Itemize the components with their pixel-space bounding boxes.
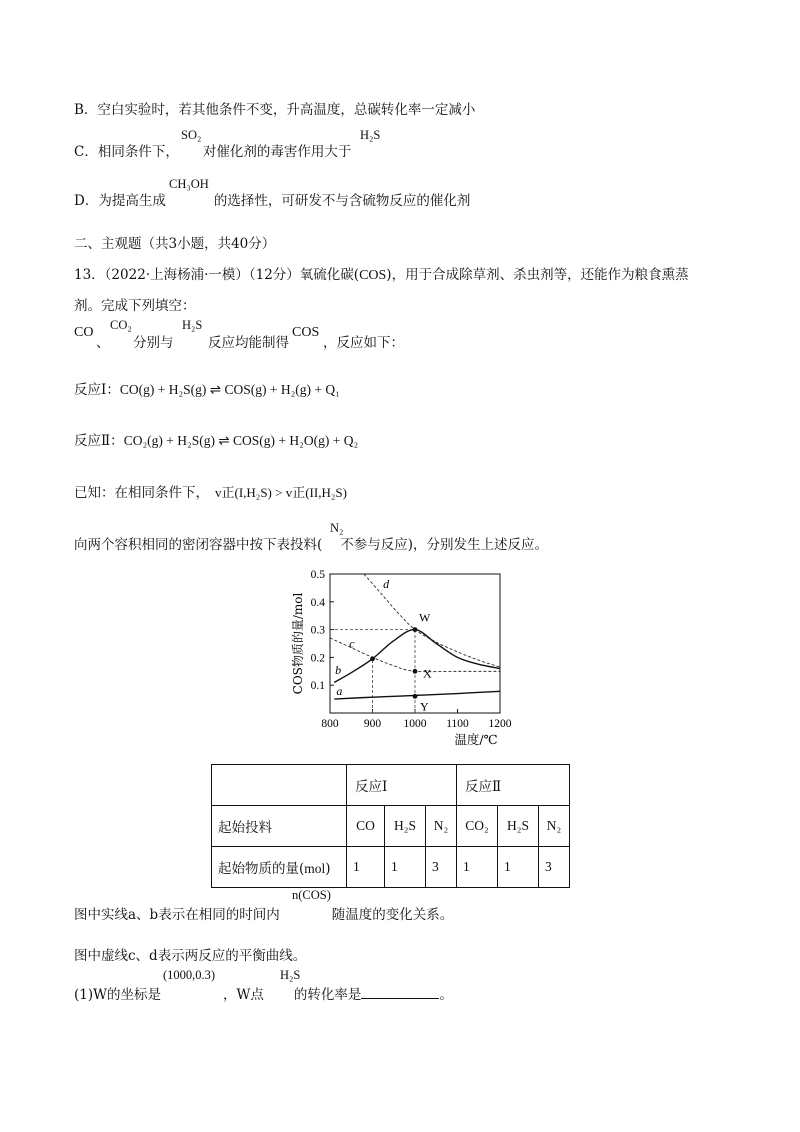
table-header-reaction-2: 反应Ⅱ [457, 765, 570, 806]
series-a-line [334, 691, 500, 699]
table-cell: CO₂ [457, 806, 498, 847]
option-d-ch3oh: CH₃OH [169, 177, 209, 191]
option-d-prefix: D．为提高生成 [74, 193, 166, 209]
note-1-prefix: 图中实线a、b表示在相同的时间内 [74, 907, 280, 923]
option-c-so2: SO₂ [181, 128, 202, 142]
series-b-line [334, 630, 500, 683]
question-line-1-prefix: 13．（2022·上海杨浦·一模）（12分）氧硫化碳( [74, 267, 360, 283]
table-cell: CO [347, 806, 385, 847]
intro-mid: 分别与 [133, 335, 174, 351]
x-tick-label: 900 [363, 718, 382, 730]
table-cell: H₂S [385, 806, 426, 847]
reaction-2-label: 反应Ⅱ： [74, 433, 124, 449]
option-c-prefix: C．相同条件下， [74, 144, 179, 160]
table-header-reaction-1: 反应Ⅰ [347, 765, 457, 806]
note-1 [74, 903, 800, 923]
table-row-amount-label [212, 847, 347, 888]
reaction-1 [74, 378, 800, 398]
note-1-ncos: n(COS) [292, 888, 331, 902]
question-1-prefix: (1)W的坐标是 [74, 987, 161, 1003]
reaction-2-equation: CO₂(g) + H₂S(g) ⇌ COS(g) + H₂O(g) + Q₂ [123, 433, 359, 448]
chart-frame [330, 574, 500, 713]
question-line-2: 剂。完成下列填空： [74, 298, 196, 314]
answer-blank[interactable] [361, 986, 439, 999]
y-tick-label: 0.2 [310, 652, 325, 665]
question-1-coord: (1000,0.3) [163, 968, 216, 982]
point-W-label: W [419, 610, 431, 625]
question-1-suffix: 的转化率是 [293, 987, 362, 1003]
x-tick-label: 800 [321, 718, 339, 730]
table-header-empty [212, 765, 347, 806]
intro-end: ，反应如下： [323, 335, 404, 351]
x-tick-label: 1200 [488, 718, 512, 730]
section-title: 二、主观题（共3小题，共40分） [74, 236, 276, 252]
intro-co2: CO₂ [110, 318, 132, 332]
feed-suffix: 不参与反应)，分别发生上述反应。 [340, 537, 549, 553]
point-Y-label: Y [420, 699, 429, 714]
table-header-row [212, 765, 570, 806]
question-1-mid: ，W点 [223, 987, 264, 1003]
point-Y [413, 694, 418, 699]
series-d-line [364, 574, 500, 667]
table-row-amount [212, 847, 570, 888]
feed-n2: N₂ [330, 521, 344, 535]
reaction-1-equation: CO(g) + H₂S(g) ⇌ COS(g) + H₂(g) + Q₁ [119, 382, 340, 397]
option-d [74, 189, 800, 209]
note-2: 图中虚线c、d表示两反应的平衡曲线。 [74, 948, 307, 964]
option-c-h2s: H₂S [360, 128, 381, 142]
point-W [413, 627, 418, 632]
intro-separator: 、 [96, 335, 110, 351]
note-1-suffix: 随温度的变化关系。 [331, 907, 454, 923]
feed-line [74, 533, 800, 553]
table-cell: 1 [385, 847, 426, 888]
x-axis-label: 温度/℃ [454, 732, 498, 747]
table-cell: 1 [457, 847, 498, 888]
series-d-label: d [383, 576, 390, 591]
table-cell: 1 [347, 847, 385, 888]
point-X [413, 669, 418, 674]
table-cell: 3 [539, 847, 570, 888]
y-tick-label: 0.1 [310, 680, 325, 693]
table-row-feed [212, 806, 570, 847]
known-label: 已知：在相同条件下， [74, 485, 209, 501]
series-a-label: a [336, 683, 343, 698]
feed-prefix: 向两个容积相同的密闭容器中按下表投料( [74, 537, 323, 553]
table-row-feed-label: 起始投料 [212, 806, 347, 847]
intro-h2s: H₂S [182, 318, 203, 332]
question-1 [74, 983, 800, 1003]
y-axis-label: COS物质的量/mol [291, 592, 305, 695]
y-tick-label: 0.5 [310, 569, 325, 581]
table-cell: N₂ [426, 806, 457, 847]
table-cell: H₂S [498, 806, 539, 847]
reaction-1-label: 反应Ⅰ： [74, 382, 120, 398]
series-b-label: b [335, 663, 342, 678]
option-c [74, 140, 800, 160]
y-tick-label: 0.4 [310, 596, 325, 609]
question-line-1-suffix: )，用于合成除草剂、杀虫剂等，还能作为粮食熏蒸 [386, 267, 689, 283]
question-cos: COS [359, 268, 387, 283]
intro-co: CO [74, 325, 94, 340]
table-row-amount-unit: mol [304, 861, 326, 876]
feed-table [211, 764, 570, 888]
table-row-amount-label-prefix: 起始物质的量( [218, 861, 305, 877]
option-b: B．空白实验时，若其他条件不变，升高温度，总碳转化率一定减小 [74, 102, 476, 118]
known-equation: v正(I,H₂S) > v正(II,H₂S) [215, 485, 347, 500]
point-X-label: X [423, 666, 432, 681]
y-tick-label: 0.3 [310, 624, 325, 637]
known-condition [74, 481, 800, 501]
table-cell: 3 [426, 847, 457, 888]
question-1-end: 。 [439, 987, 453, 1003]
table-cell: N₂ [539, 806, 570, 847]
point-intersection [370, 656, 375, 661]
option-d-suffix: 的选择性，可研发不与含硫物反应的催化剂 [213, 193, 471, 209]
question-line-1 [74, 263, 800, 284]
table-row-amount-label-suffix: ) [325, 861, 331, 877]
intro-mid2: 反应均能制得 [208, 335, 289, 351]
series-c-label: c [349, 636, 355, 651]
option-c-mid: 对催化剂的毒害作用大于 [202, 144, 352, 160]
x-tick-label: 1100 [446, 718, 469, 730]
x-tick-label: 1000 [403, 718, 427, 730]
question-1-h2s: H₂S [280, 968, 301, 982]
series-c-line [330, 638, 500, 672]
table-cell: 1 [498, 847, 539, 888]
intro-cos: COS [292, 325, 320, 340]
reaction-2 [74, 429, 800, 449]
